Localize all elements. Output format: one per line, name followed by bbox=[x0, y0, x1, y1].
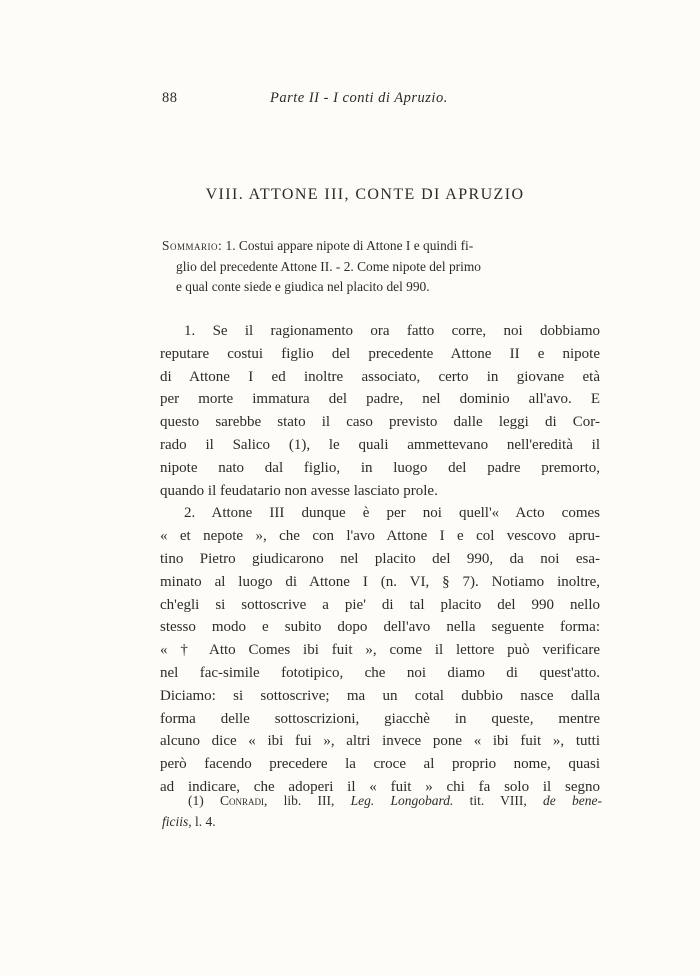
footnote-work: Leg. Longobard. bbox=[350, 793, 454, 808]
summary-line: glio del precedente Attone II. - 2. Come nipote del primo bbox=[176, 258, 481, 274]
footnote-author: Conradi, bbox=[219, 793, 268, 808]
text-line: stesso modo e subito dopo dell'avo nella seguente forma: bbox=[160, 619, 600, 636]
text-line: questo sarebbe stato il caso previsto dalle leggi di Cor- bbox=[160, 414, 600, 431]
footnote-ref: l. 4. bbox=[195, 814, 216, 829]
text-line: però facendo precedere la croce al proprio nome, quasi bbox=[160, 756, 600, 773]
chapter-summary bbox=[162, 236, 600, 298]
running-title: Parte II - I conti di Apruzio. bbox=[270, 90, 448, 106]
text-line: « et nepote », che con l'avo Attone I e col vescovo apru- bbox=[160, 528, 600, 545]
text-line: minato al luogo di Attone I (n. VI, § 7). Notiamo inoltre, bbox=[160, 573, 600, 590]
text-line: 1. Se il ragionamento ora fatto corre, noi dobbiamo bbox=[184, 323, 600, 339]
footnote-marker: (1) bbox=[188, 793, 204, 808]
chapter-title: VIII. ATTONE III, CONTE DI APRUZIO bbox=[205, 186, 525, 203]
footnote-subject: ficiis, bbox=[162, 814, 192, 829]
text-line: alcuno dice « ibi fui », altri invece pone « ibi fuit », tutti bbox=[160, 733, 600, 750]
text-line: quando il feudatario non avesse lasciato prole. bbox=[160, 482, 438, 499]
summary-line: e qual conte siede e giudica nel placito del 990. bbox=[176, 279, 430, 294]
text-line: reputare costui figlio del precedente Attone II e nipote bbox=[160, 345, 600, 362]
summary-line: 1. Costui appare nipote di Attone I e quindi fi- bbox=[225, 238, 474, 253]
text-line: 2. Attone III dunque è per noi quell'« Acto comes bbox=[184, 505, 600, 522]
body-text bbox=[160, 320, 600, 799]
text-line: per morte immatura del padre, nel dominio all'avo. E bbox=[160, 391, 600, 408]
page-number: 88 bbox=[162, 90, 178, 106]
footnote-ref: tit. VIII, bbox=[469, 793, 527, 808]
summary-label: Sommario: bbox=[162, 238, 223, 253]
text-line: ad indicare, che adoperi il « fuit » chi fa solo il segno bbox=[160, 778, 600, 795]
text-line: di Attone I ed inoltre associato, certo in giovane età bbox=[160, 368, 600, 385]
text-line: « † Atto Comes ibi fuit », come il lettore può verificare bbox=[160, 642, 600, 659]
text-line: tino Pietro giudicarono nel placito del 990, da noi esa- bbox=[160, 550, 600, 567]
text-line: ch'egli si sottoscrive a pie' di tal placito del 990 nello bbox=[160, 596, 600, 613]
footnote-subject: de bene- bbox=[543, 793, 602, 808]
footnote-ref: lib. III, bbox=[283, 793, 335, 808]
text-line: forma delle sottoscrizioni, giacchè in queste, mentre bbox=[160, 710, 600, 727]
footnote bbox=[162, 790, 602, 832]
text-line: rado il Salico (1), le quali ammettevano nell'eredità il bbox=[160, 436, 600, 453]
text-line: nipote nato dal figlio, in luogo del padre premorto, bbox=[160, 459, 600, 476]
text-line: nel fac-simile fototipico, che noi diamo di quest'atto. bbox=[160, 664, 600, 681]
text-line: Diciamo: si sottoscrive; ma un cotal dubbio nasce dalla bbox=[160, 687, 600, 704]
